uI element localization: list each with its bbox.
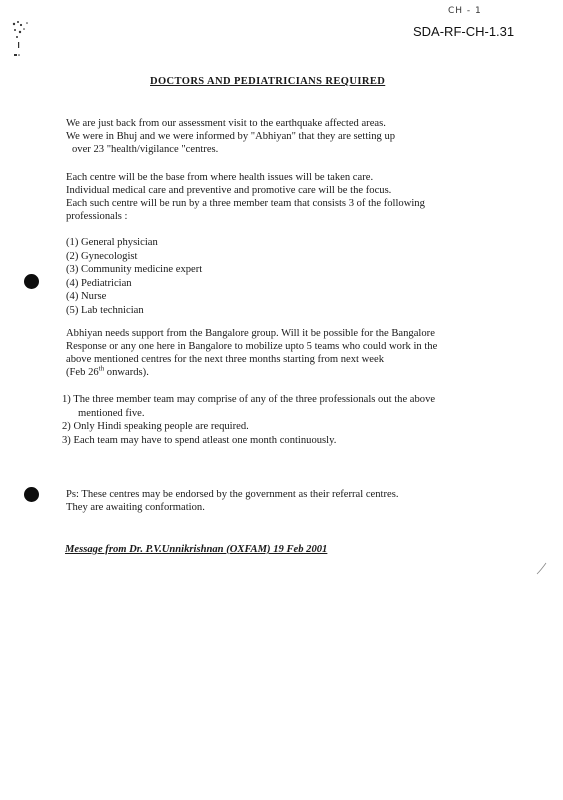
centres-line: professionals : xyxy=(66,211,128,222)
handwritten-note: CH - 1 xyxy=(448,6,482,16)
support-date-suffix: onwards). xyxy=(104,367,149,378)
condition-item: 1) The three member team may comprise of any of the three professionals out the above xyxy=(62,394,436,405)
ps-line: They are awaiting conformation. xyxy=(66,502,205,513)
support-date-line xyxy=(66,366,437,379)
centres-line: Individual medical care and preventive and promotive care will be the focus. xyxy=(66,185,392,196)
list-item: (5) Lab technician xyxy=(66,304,144,316)
list-item: (4) Nurse xyxy=(66,291,107,303)
condition-item: 3) Each team may have to spend atleast one month continuously. xyxy=(62,434,337,446)
punch-hole xyxy=(24,487,39,502)
list-item: (4) Pediatrician xyxy=(66,277,132,289)
centres-paragraph xyxy=(66,171,425,223)
page-title: DOCTORS AND PEDIATRICIANS REQUIRED xyxy=(150,76,386,87)
intro-line: over 23 "health/vigilance "centres. xyxy=(72,144,219,155)
centres-line: Each such centre will be run by a three member team that consists 3 of the following xyxy=(66,198,425,209)
support-line: Response or any one here in Bangalore to mobilize upto 5 teams who could work in the xyxy=(66,341,438,352)
scan-mark xyxy=(535,560,549,576)
support-paragraph xyxy=(66,327,437,379)
support-line: above mentioned centres for the next three months starting from next week xyxy=(66,354,385,365)
centres-line: Each centre will be the base from where health issues will be taken care. xyxy=(66,172,374,183)
list-item: (2) Gynecologist xyxy=(66,250,138,262)
document-id: SDA-RF-CH-1.31 xyxy=(413,24,515,39)
condition-item: 2) Only Hindi speaking people are required. xyxy=(62,421,249,432)
list-item: (1) General physician xyxy=(66,237,158,248)
support-line: Abhiyan needs support from the Bangalore group. Will it be possible for the Bangalore xyxy=(66,328,435,339)
punch-hole xyxy=(24,274,39,289)
professionals-list xyxy=(66,236,202,318)
ps-paragraph xyxy=(66,488,399,514)
scan-marks xyxy=(8,18,48,68)
intro-line: We were in Bhuj and we were informed by "Abhiyan" that they are setting up xyxy=(66,131,396,142)
list-item: (3) Community medicine expert xyxy=(66,264,203,276)
signature-line: Message from Dr. P.V.Unnikrishnan (OXFAM) 19 Feb 2001 xyxy=(65,544,328,555)
support-date-prefix: (Feb 26 xyxy=(66,367,99,378)
conditions-list xyxy=(62,393,435,447)
support-date-sup: th xyxy=(98,364,105,373)
ps-line: Ps: These centres may be endorsed by the government as their referral centres. xyxy=(66,489,399,500)
condition-item: mentioned five. xyxy=(78,407,145,419)
intro-paragraph xyxy=(66,117,395,156)
intro-line: We are just back from our assessment visit to the earthquake affected areas. xyxy=(66,118,386,129)
